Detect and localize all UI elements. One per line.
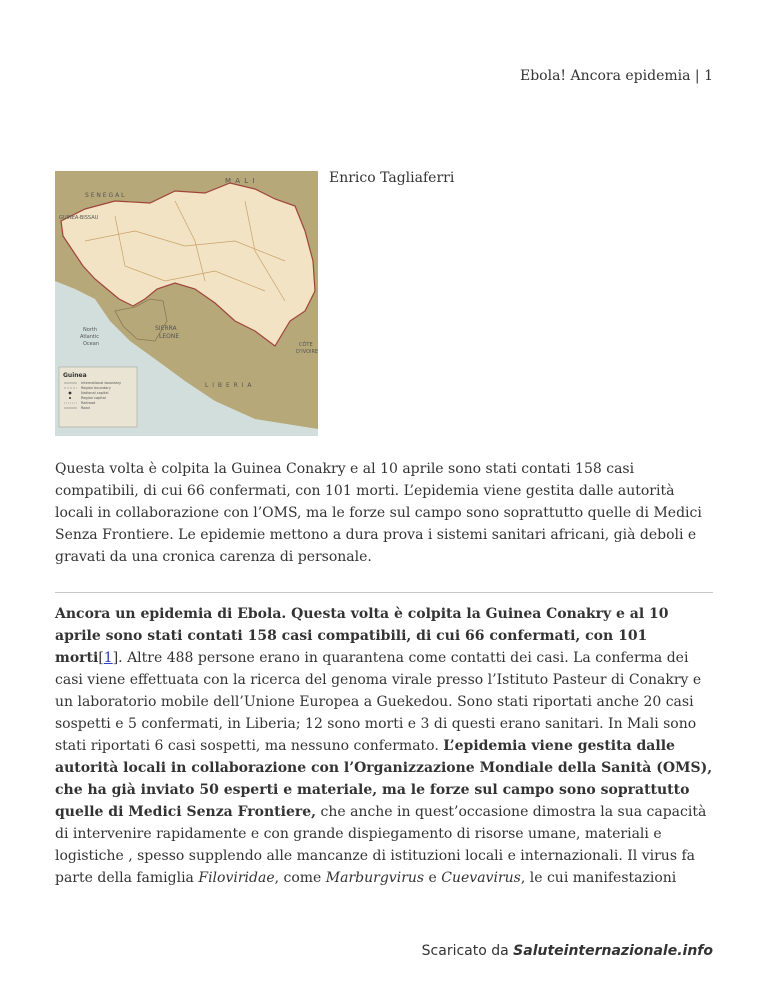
map-label-mali: M A L I: [225, 177, 256, 185]
guinea-map-image: [55, 171, 318, 436]
page-footer: [422, 943, 713, 959]
body-italic-marburgvirus: Marburgvirus: [325, 870, 425, 886]
legend-item-0: International boundary: [81, 381, 122, 385]
body-text-1: . Altre 488 persone erano in quarantena come contatti dei casi. La conferma dei casi viene effettuata con la ricerca del genoma virale presso l’Istituto Pasteur di Conakry e un laboratorio mobile dell’Unione Europea a Guekedou. Sono stati riportati anche 20 casi sospetti e 5 confermati, in Liberia; 12 sono morti e 3 di questi erano sanitari. In Mali sono stati riportati 6 casi sospetti, ma nessuno confermato.: [55, 650, 702, 754]
body-bold-intro: Ancora un epidemia di Ebola. Questa volta è colpita la Guinea Conakry e al 10 aprile sono stati contati 158 casi compatibili, di cui 66 confermati, con 101 morti: [55, 606, 669, 666]
map-label-guinea-bissau: GUINEA-BISSAU: [59, 215, 99, 221]
map-label-liberia: L I B E R I A: [205, 382, 253, 389]
map-legend-title: Guinea: [63, 372, 87, 379]
page-header: Ebola! Ancora epidemia | 1: [520, 68, 713, 84]
map-label-ocean-2: Atlantic: [80, 334, 100, 340]
legend-item-3: Region capital: [81, 396, 106, 400]
footnote-bracket-close: ]: [112, 650, 119, 666]
legend-item-5: Road: [81, 406, 90, 410]
legend-item-2: National capital: [81, 391, 109, 395]
footer-prefix: Scaricato da: [421, 943, 514, 959]
article-summary: Questa volta è colpita la Guinea Conakry e al 10 aprile sono stati contati 158 casi compatibili, di cui 66 confermati, con 101 morti. L’epidemia viene gestita dalle autorità locali in collaborazione con l’OMS, ma le forze sul campo sono soprattutto quelle di Medici Senza Frontiere. Le epidemie mettono a dura prova i sistemi sanitari africani, già deboli e gravati da una cronica carenza di personale.: [55, 461, 702, 565]
map-label-senegal: S E N E G A L: [85, 192, 125, 199]
legend-item-1: Region boundary: [81, 386, 111, 390]
map-label-sierra: SIERRA: [155, 325, 177, 332]
legend-item-4: Railroad: [81, 401, 96, 405]
body-text-2: che anche in quest’occasione dimostra la sua capacità di intervenire rapidamente e con grande dispiegamento di risorse umane, materiali e logistiche , spesso supplendo alle mancanze di istituzioni locali e internazionali. Il virus fa parte della famiglia: [55, 804, 707, 886]
section-divider: [55, 592, 713, 593]
footnote-link[interactable]: 1: [103, 650, 113, 666]
footnote-bracket-open: [: [98, 650, 104, 666]
article-body: [55, 603, 715, 889]
map-label-cote-1: CÔTE: [299, 342, 313, 348]
body-bold-oms: L’epidemia viene gestita dalle autorità locali in collaborazione con l’Organizzazione Mondiale della Sanità (OMS), che ha già inviato 50 esperti e materiale, ma le forze sul campo sono soprattutto quelle di Medici Senza Frontiere,: [55, 738, 713, 820]
map-label-ocean-3: Ocean: [83, 341, 99, 347]
map-label-cote-2: D'IVOIRE: [296, 349, 318, 355]
map-label-leone: LEONE: [159, 333, 180, 340]
body-text-3: , come: [274, 870, 326, 886]
body-italic-cuevavirus: Cuevavirus: [441, 870, 521, 886]
author-name: Enrico Tagliaferri: [329, 170, 455, 186]
body-italic-filoviridae: Filoviridae: [198, 870, 275, 886]
body-text-5: , le cui manifestazioni: [520, 870, 677, 886]
body-text-4: e: [424, 870, 442, 886]
footer-site: Saluteinternazionale.info: [513, 943, 713, 959]
map-label-ocean-1: North: [83, 327, 97, 333]
map-legend: [59, 367, 137, 427]
